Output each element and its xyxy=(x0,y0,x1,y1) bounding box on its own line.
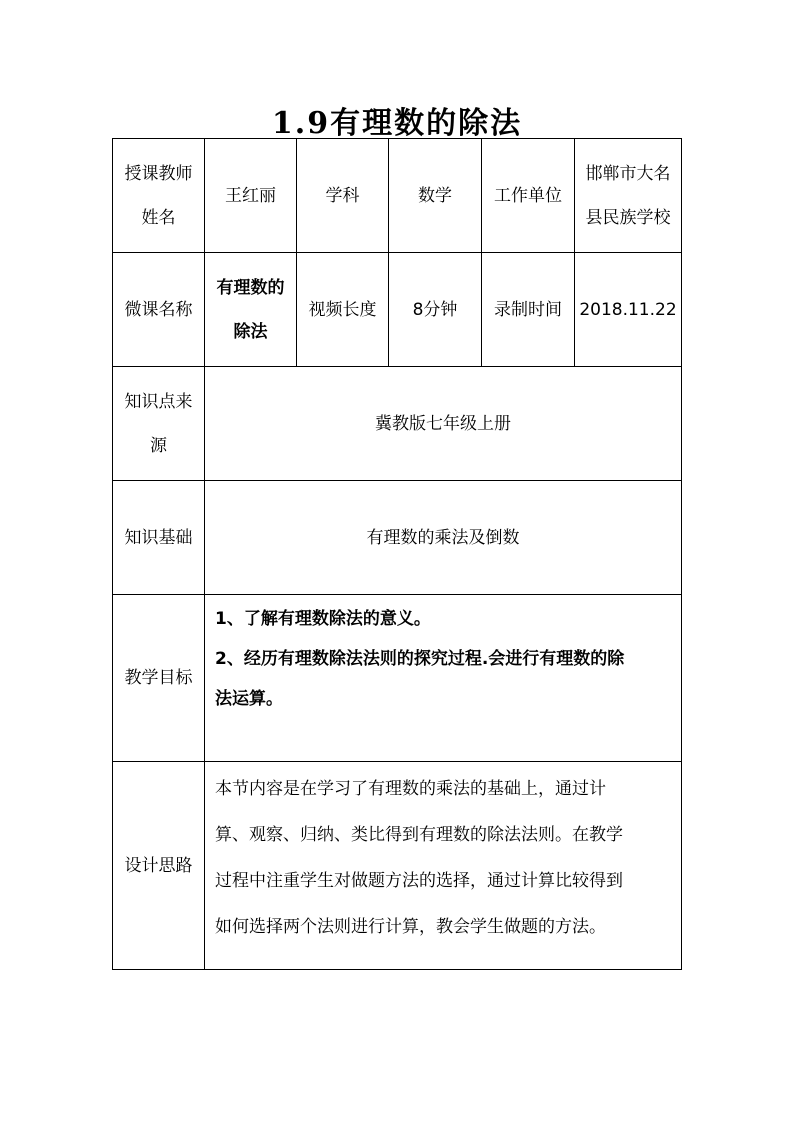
design-content xyxy=(205,762,682,970)
course-info-table xyxy=(112,138,682,970)
source-value: 冀教版七年级上册 xyxy=(205,367,682,481)
source-label-line-1: 知识点来 xyxy=(124,391,193,412)
unit-value-cell xyxy=(575,139,682,253)
basis-value: 有理数的乘法及倒数 xyxy=(205,481,682,595)
record-label: 录制时间 xyxy=(482,253,575,367)
row-design xyxy=(113,762,682,970)
course-name-cell xyxy=(205,253,297,367)
design-line: 过程中注重学生对做题方法的选择，通过计算比较得到 xyxy=(215,871,623,891)
goal-label: 教学目标 xyxy=(113,595,205,762)
course-name-line-1: 有理数的 xyxy=(216,277,285,298)
length-value: 8分钟 xyxy=(389,253,482,367)
row-course xyxy=(113,253,682,367)
subject-label: 学科 xyxy=(297,139,389,253)
source-label-line-2: 源 xyxy=(150,435,167,456)
teacher-label-line-1: 授课教师 xyxy=(124,163,193,184)
row-basis xyxy=(113,481,682,595)
design-line: 本节内容是在学习了有理数的乘法的基础上，通过计 xyxy=(215,779,606,799)
page-title: 1.9有理数的除法 xyxy=(271,106,523,141)
design-line: 如何选择两个法则进行计算，教会学生做题的方法。 xyxy=(215,917,606,937)
design-label: 设计思路 xyxy=(113,762,205,970)
course-label: 微课名称 xyxy=(113,253,205,367)
goal-item-1: 1、了解有理数除法的意义。 xyxy=(215,609,431,629)
goal-item-2a: 2、经历有理数除法法则的探究过程.会进行有理数的除 xyxy=(215,649,625,669)
teacher-label-cell xyxy=(113,139,205,253)
course-name-line-2: 除法 xyxy=(233,321,268,342)
goal-item-2b: 法运算。 xyxy=(215,689,283,709)
length-label: 视频长度 xyxy=(297,253,389,367)
source-label-cell xyxy=(113,367,205,481)
unit-value-line-1: 邯郸市大名 xyxy=(585,163,671,184)
unit-value-line-2: 县民族学校 xyxy=(585,207,671,228)
unit-label: 工作单位 xyxy=(482,139,575,253)
row-teacher xyxy=(113,139,682,253)
basis-label: 知识基础 xyxy=(113,481,205,595)
row-source xyxy=(113,367,682,481)
goal-content xyxy=(205,595,682,762)
design-line: 算、观察、归纳、类比得到有理数的除法法则。在教学 xyxy=(215,825,623,845)
teacher-label-line-2: 姓名 xyxy=(141,207,176,228)
teacher-name: 王红丽 xyxy=(205,139,297,253)
row-goal xyxy=(113,595,682,762)
subject-value: 数学 xyxy=(389,139,482,253)
record-date: 2018.11.22 xyxy=(575,253,682,367)
